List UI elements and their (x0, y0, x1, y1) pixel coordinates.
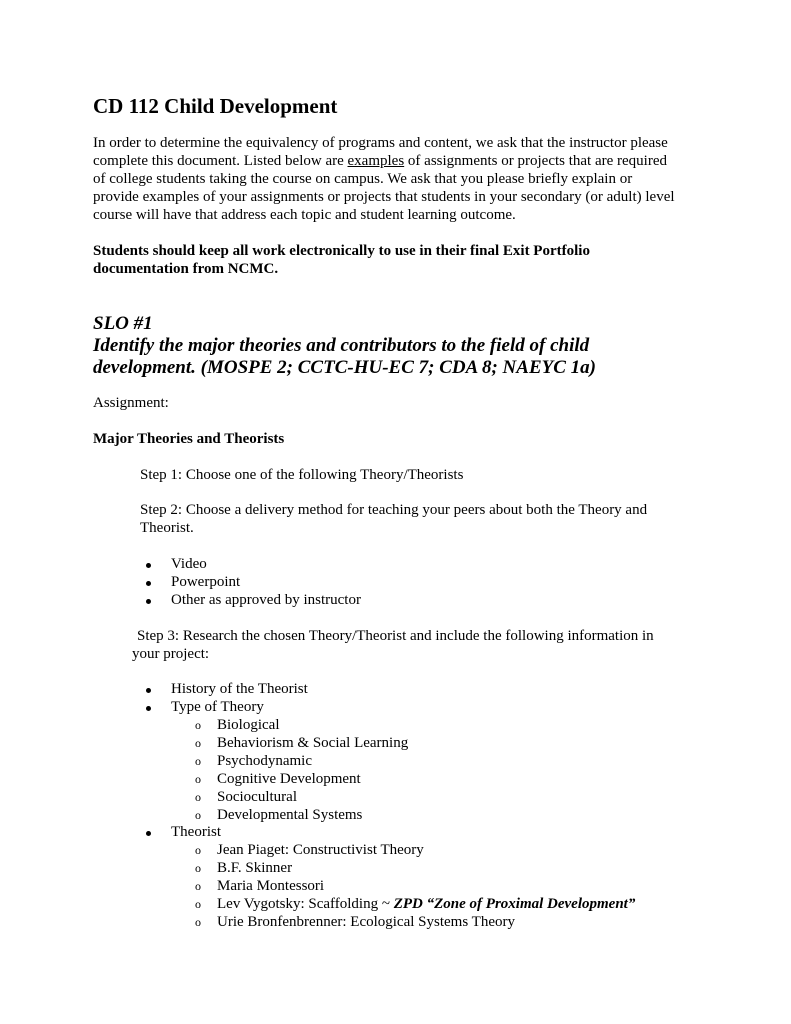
bullet-icon (146, 599, 151, 604)
info-item-theorist: Theorist (171, 824, 221, 840)
intro-paragraph (93, 134, 733, 224)
theorist-montessori: Maria Montessori (217, 878, 325, 894)
intro-line-3: of college students taking the course on campus. We ask that you please briefly explain or (93, 171, 633, 187)
slo-heading (93, 313, 596, 379)
portfolio-note (93, 242, 590, 278)
delivery-method-video: Video (171, 556, 207, 572)
sub-bullet-icon: o (195, 790, 201, 804)
zpd-emphasis: ZPD “Zone of Proximal Development” (393, 896, 636, 912)
sub-bullet-icon: o (195, 736, 201, 750)
portfolio-note-line-2: documentation from NCMC. (93, 261, 279, 277)
sub-bullet-icon: o (195, 718, 201, 732)
slo-text-line-2: development. (MOSPE 2; CCTC-HU-EC 7; CDA 8; NAEYC 1a) (93, 357, 596, 378)
step-2-line-1: Step 2: Choose a delivery method for teaching your peers about both the Theory and (140, 502, 648, 518)
delivery-method-other: Other as approved by instructor (171, 592, 361, 608)
step-3-line-1: Step 3: Research the chosen Theory/Theorist and include the following information in (137, 628, 654, 644)
intro-line-4: provide examples of your assignments or projects that students in your secondary (or adult) level (93, 189, 675, 205)
theory-type-biological: Biological (217, 717, 280, 733)
bullet-icon (146, 581, 151, 586)
theorist-vygotsky-text: Lev Vygotsky: Scaffolding ~ (217, 896, 394, 912)
bullet-icon (146, 831, 151, 836)
theorist-piaget: Jean Piaget: Constructivist Theory (217, 842, 424, 858)
sub-bullet-icon: o (195, 879, 201, 893)
info-item-history: History of the Theorist (171, 681, 308, 697)
portfolio-note-line-1: Students should keep all work electronically to use in their final Exit Portfolio (93, 243, 590, 259)
bullet-icon (146, 563, 151, 568)
sub-bullet-icon: o (195, 808, 201, 822)
theorist-skinner: B.F. Skinner (217, 860, 293, 876)
page-title: CD 112 Child Development (93, 94, 338, 118)
theorist-bronfenbrenner: Urie Bronfenbrenner: Ecological Systems Theory (217, 914, 515, 930)
theory-type-psychodynamic: Psychodynamic (217, 753, 312, 769)
slo-text-line-1: Identify the major theories and contributors to the field of child (93, 335, 590, 356)
intro-line-2-end: of assignments or projects that are required (404, 153, 668, 169)
info-item-type-of-theory: Type of Theory (171, 699, 264, 715)
intro-line-1: In order to determine the equivalency of programs and content, we ask that the instructor please (93, 135, 668, 151)
sub-bullet-icon: o (195, 915, 201, 929)
theory-type-sociocultural: Sociocultural (217, 789, 297, 805)
step-3-line-2: your project: (132, 646, 210, 662)
theory-type-cognitive: Cognitive Development (217, 771, 361, 787)
sub-bullet-icon: o (195, 843, 201, 857)
intro-line-5: course will have that address each topic and student learning outcome. (93, 207, 516, 223)
theorist-vygotsky (217, 895, 635, 913)
step-2-line-2: Theorist. (140, 520, 194, 536)
slo-number: SLO #1 (93, 313, 153, 334)
section-heading: Major Theories and Theorists (93, 431, 285, 447)
intro-line-2-start: complete this document. Listed below are (93, 153, 348, 169)
step-1: Step 1: Choose one of the following Theory/Theorists (140, 467, 464, 483)
sub-bullet-icon: o (195, 897, 201, 911)
intro-line-2 (93, 152, 733, 170)
theory-type-developmental-systems: Developmental Systems (217, 807, 363, 823)
assignment-label: Assignment: (93, 395, 169, 411)
bullet-icon (146, 688, 151, 693)
bullet-icon (146, 706, 151, 711)
sub-bullet-icon: o (195, 754, 201, 768)
examples-underlined: examples (347, 153, 405, 169)
sub-bullet-icon: o (195, 861, 201, 875)
delivery-method-powerpoint: Powerpoint (171, 574, 241, 590)
theory-type-behaviorism: Behaviorism & Social Learning (217, 735, 409, 751)
sub-bullet-icon: o (195, 772, 201, 786)
